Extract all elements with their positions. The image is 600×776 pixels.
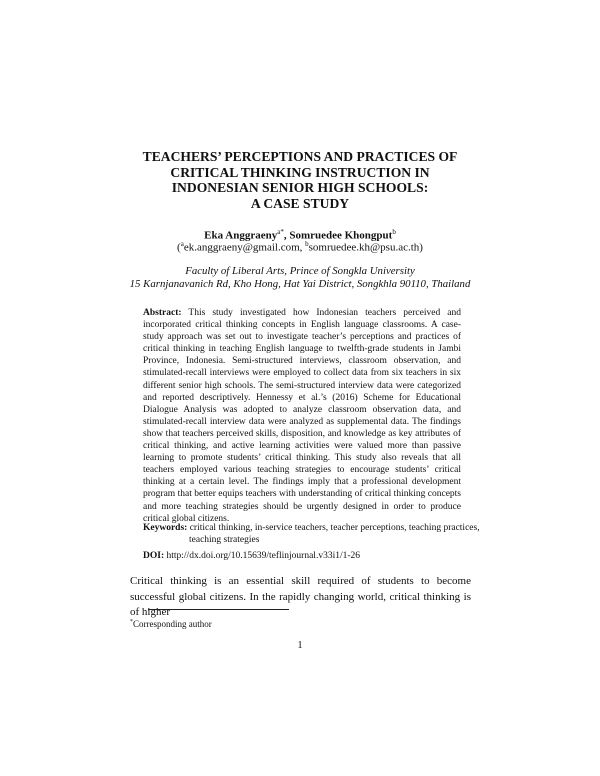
email-paren: ( — [177, 241, 181, 254]
paper-title — [100, 149, 500, 211]
email-link[interactable]: ek.anggraeny@gmail.com, — [183, 241, 306, 254]
author-name: Somruedee Khongput — [289, 229, 393, 242]
author-affiliation — [80, 265, 520, 291]
footnote-text: Corresponding author — [133, 619, 212, 629]
footnote-divider — [148, 609, 289, 610]
author-emails — [100, 238, 500, 255]
keywords — [143, 522, 507, 546]
footnote-mark: * — [130, 619, 133, 625]
email-mark: b — [305, 240, 309, 248]
author-name: Eka Anggraeny — [204, 229, 278, 242]
page-number: 1 — [297, 640, 303, 651]
title-line: CRITICAL THINKING INSTRUCTION IN — [170, 164, 430, 180]
title-line: A CASE STUDY — [250, 195, 350, 211]
abstract — [143, 307, 461, 525]
footnote — [130, 617, 430, 630]
doi — [143, 550, 461, 562]
abstract-text: This study investigated how Indonesian teachers perceived and incorporated critical thinking concepts in English language classrooms. A case-study approach was set out to investigate teacher’s perceptions and practices of critical thinking in teaching English language to twelfth-grade students in Jambi Province, Indonesia. Semi-structured interviews, classroom observation, and stimulated-recall interviews were employed to collect data from six teachers in six different senior high schools. The semi-structured interview data were categorized and reported descriptively. Hennessy et al.’s (2016) Scheme for Educational Dialogue Analysis was adopted to analyze classroom observation data, and stimulated-recall interview data were analyzed as supplemental data. The findings show that teachers perceived skills, disposition, and knowledge as key attributes of critical thinking, and active learning activities were valued more than passive learning to promote students’ critical thinking. This study also reveals that all teachers employed various teaching strategies to encourage students’ critical thinking at a certain level. The findings imply that a professional development program that better equips teachers with understanding of critical thinking concepts and more teaching strategies should be urgently designed in order to produce critical global citizens. — [143, 308, 461, 524]
doi-label: DOI: — [143, 551, 165, 561]
email-paren: ) — [419, 241, 423, 254]
author-affiliation-mark: a* — [277, 228, 284, 236]
doi-link[interactable]: http://dx.doi.org/10.15639/teflinjournal.v33i1/1-26 — [164, 551, 361, 561]
author-affiliation-mark: b — [392, 228, 396, 236]
affiliation-line: Faculty of Liberal Arts, Prince of Songkla University — [185, 265, 415, 277]
title-line: TEACHERS’ PERCEPTIONS AND PRACTICES OF — [142, 149, 458, 164]
keywords-text: critical thinking, in-service teachers, teacher perceptions, teaching practices, teaching strategies — [187, 523, 480, 546]
abstract-label: Abstract: — [143, 308, 182, 318]
affiliation-line: 15 Karnjanavanich Rd, Kho Hong, Hat Yai District, Songkhla 90110, Thailand — [129, 278, 471, 290]
email-link[interactable]: somruedee.kh@psu.ac.th — [308, 241, 420, 254]
author-separator: , — [283, 229, 290, 242]
body-paragraph: Critical thinking is an essential skill required of students to become successful global citizens. In the rapidly changing world, critical thinking is of higher — [130, 575, 471, 618]
email-mark: a — [180, 240, 184, 248]
title-line: INDONESIAN SENIOR HIGH SCHOOLS: — [171, 180, 429, 196]
keywords-label: Keywords: — [143, 523, 188, 533]
